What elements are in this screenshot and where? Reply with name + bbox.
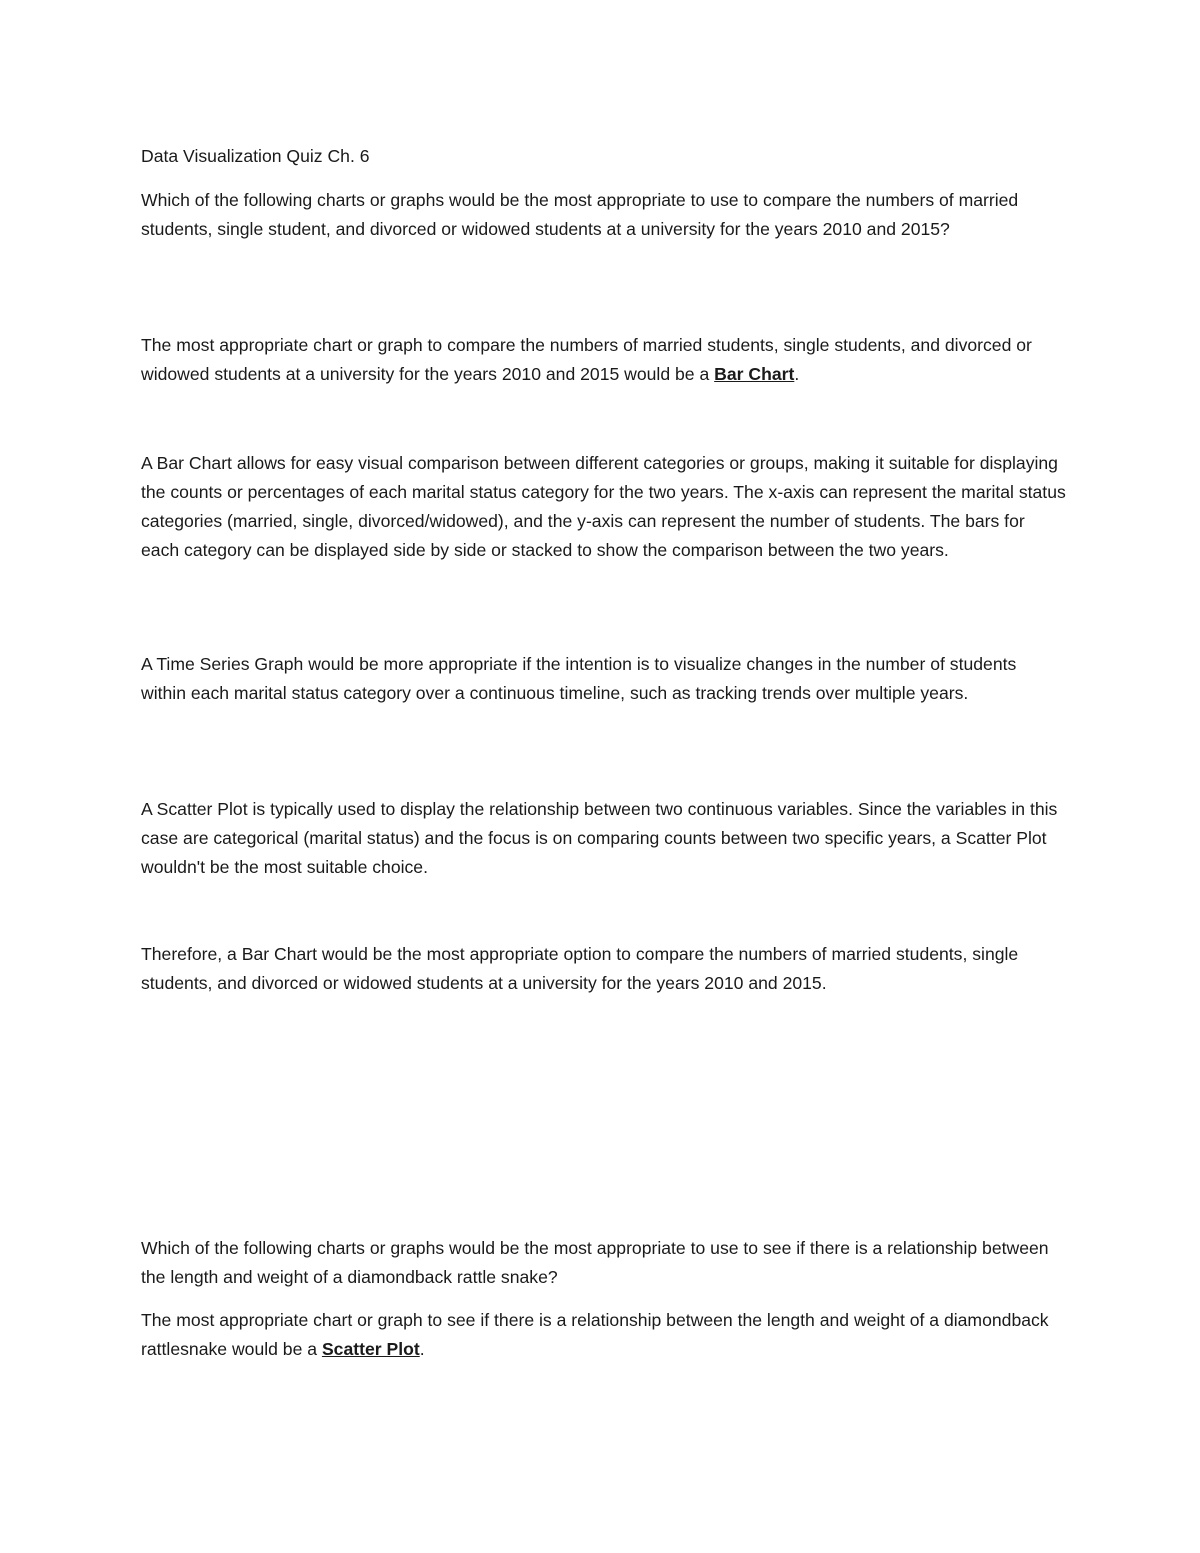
answer-1-term: Bar Chart	[714, 364, 795, 384]
question-1: Which of the following charts or graphs would be the most appropriate to use to compare the numbers of married students, single student, and divorced or widowed students at a university for the years 2010 and 2015?	[141, 190, 1019, 239]
conclusion-1: Therefore, a Bar Chart would be the most appropriate option to compare the numbers of married students, single students, and divorced or widowed students at a university for the years 2010 and 2015.	[141, 944, 1019, 993]
question-2: Which of the following charts or graphs would be the most appropriate to use to see if there is a relationship between the length and weight of a diamondback rattle snake?	[141, 1238, 1049, 1287]
explanation-bar-chart: A Bar Chart allows for easy visual comparison between different categories or groups, making it suitable for displaying the counts or percentages of each marital status category for the two years. The x-axis can represent the marital status categories (married, single, divorced/widowed), and the y-axis can represent the number of students. The bars for each category can be displayed side by side or stacked to show the comparison between the two years.	[141, 453, 1066, 560]
explanation-time-series: A Time Series Graph would be more appropriate if the intention is to visualize changes in the number of students within each marital status category over a continuous timeline, such as tracking trends over multiple years.	[141, 654, 1017, 703]
answer-1-period: .	[794, 364, 800, 384]
answer-2-text: The most appropriate chart or graph to see if there is a relationship between the length and weight of a diamondback rattlesnake would be a	[141, 1310, 1049, 1359]
answer-1	[141, 331, 1066, 389]
explanation-scatter-plot: A Scatter Plot is typically used to display the relationship between two continuous variables. Since the variables in this case are categorical (marital status) and the focus is on comparing counts between two specific years, a Scatter Plot wouldn't be the most suitable choice.	[141, 799, 1058, 877]
answer-2-period: .	[419, 1339, 425, 1359]
document-title: Data Visualization Quiz Ch. 6	[141, 146, 370, 166]
answer-2-term: Scatter Plot	[321, 1339, 420, 1359]
answer-2	[141, 1306, 1066, 1364]
answer-1-text: The most appropriate chart or graph to compare the numbers of married students, single students, and divorced or widowed students at a university for the years 2010 and 2015 would be a	[141, 335, 1032, 384]
